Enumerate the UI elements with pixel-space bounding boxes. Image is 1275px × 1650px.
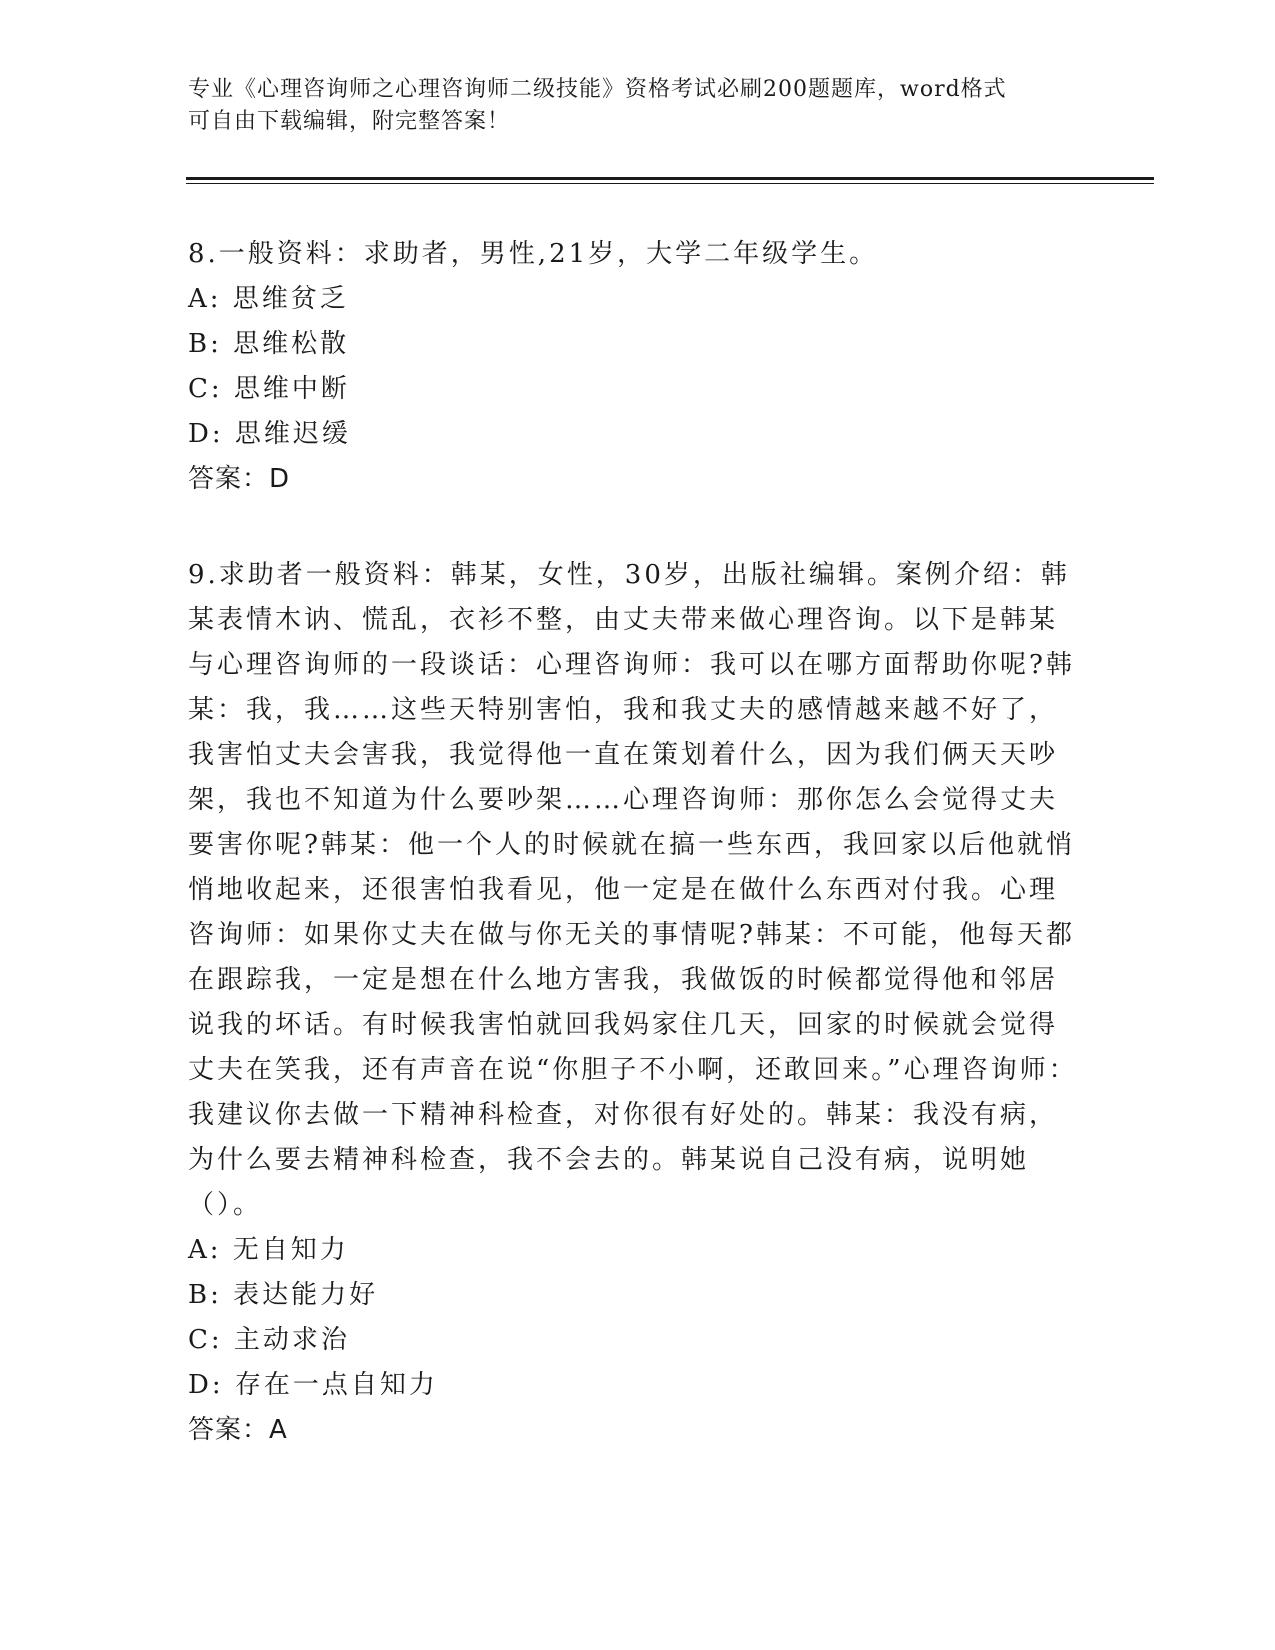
- header-divider-thin: [186, 183, 1154, 184]
- option-a: A: 思维贫乏: [188, 284, 349, 314]
- option-c: C: 思维中断: [188, 374, 350, 404]
- question-9: [188, 553, 1078, 1453]
- header-line-1: 专业《心理咨询师之心理咨询师二级技能》资格考试必刷200题题库，word格式: [188, 77, 1007, 102]
- option-b: B: 表达能力好: [188, 1280, 379, 1310]
- option-b: B: 思维松散: [188, 329, 350, 359]
- option-d: D: 存在一点自知力: [188, 1370, 438, 1400]
- answer-line: 答案：A: [188, 1415, 288, 1445]
- document-header: [188, 74, 1068, 138]
- header-line-2: 可自由下载编辑，附完整答案！: [188, 109, 511, 134]
- option-a: A: 无自知力: [188, 1235, 349, 1265]
- question-stem: 8.一般资料：求助者，男性,21岁，大学二年级学生。: [188, 239, 879, 269]
- answer-line: 答案：D: [188, 464, 291, 494]
- option-d: D: 思维迟缓: [188, 419, 351, 449]
- option-c: C: 主动求治: [188, 1325, 350, 1355]
- question-stem: 9.求助者一般资料：韩某，女性，30岁，出版社编辑。案例介绍：韩某表情木讷、慌乱，衣衫不整，由丈夫带来做心理咨询。以下是韩某与心理咨询师的一段谈话：心理咨询师：我可以在哪方面帮助你呢?韩某：我，我……这些天特别害怕，我和我丈夫的感情越来越不好了，我害怕丈夫会害我，我觉得他一直在策划着什么，因为我们俩天天吵架，我也不知道为什么要吵架……心理咨询师：那你怎么会觉得丈夫要害你呢?韩某：他一个人的时候就在搞一些东西，我回家以后他就悄悄地收起来，还很害怕我看见，他一定是在做什么东西对付我。心理咨询师：如果你丈夫在做与你无关的事情呢?韩某：不可能，他每天都在跟踪我，一定是想在什么地方害我，我做饭的时候都觉得他和邻居说我的坏话。有时候我害怕就回我妈家住几天，回家的时候就会觉得丈夫在笑我，还有声音在说“你胆子不小啊，还敢回来。”心理咨询师：我建议你去做一下精神科检查，对你很有好处的。韩某：我没有病，为什么要去精神科检查，我不会去的。韩某说自己没有病，说明她（）。: [188, 560, 1078, 1220]
- header-divider-thick: [186, 177, 1154, 180]
- question-8: [188, 232, 1078, 502]
